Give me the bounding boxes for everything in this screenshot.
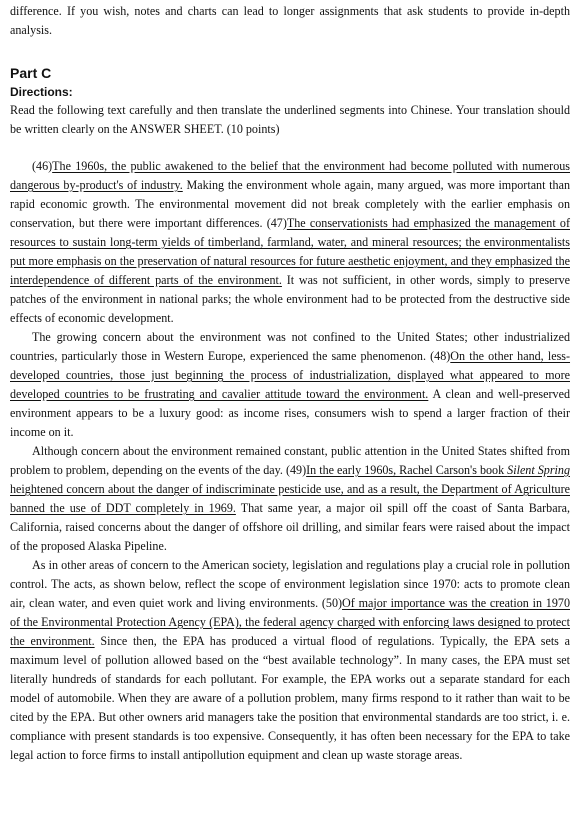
question-number-48: (48) [430, 349, 451, 363]
intro-paragraph: difference. If you wish, notes and charts can lead to longer assignments that ask students to provide in-depth analysis. [10, 4, 570, 37]
part-title: Part C [10, 65, 52, 81]
underlined-segment-49a: In the early 1960s, Rachel Carson's book [306, 463, 508, 477]
paragraph-1 [10, 157, 570, 328]
paragraph-4 [10, 556, 570, 765]
question-number-47: (47) [266, 216, 287, 230]
paragraph-1-text-b: It was not sufficient, in other words, simply to preserve patches of the environment in national parks; the whole environment had to be protected from the destructive side effects of economic development. [10, 273, 570, 325]
paragraph-2 [10, 328, 570, 442]
paragraph-4-text-a: As in other areas of concern to the American society, legislation and regulations play a crucial role in pollution control. The acts, as shown below, reflect the scope of environment legislation since 1970: acts to promote clean air, clean water, and even quiet work and living environments. [10, 558, 570, 610]
directions-label: Directions: [10, 85, 73, 99]
underlined-segment-48: On the other hand, less-developed countries, those just beginning the process of industrialization, displayed what appeared to more developed countries to be frustrating and cavalier attitude toward the environment. [10, 349, 571, 401]
paragraph-4-text-b: Since then, the EPA has produced a virtual flood of regulations. Typically, the EPA sets a maximum level of pollution allowed based on the “best available technology”. In many cases, the EPA must set literally hundreds of standards for each pollutant. For example, the EPA works out a separate standard for each model of automobile. When they are aware of a pollution problem, many firms respond to it rather than wait to be cited by the EPA. But other owners arid managers take the position that environmental standards are too strict, i. e. compliance with present standards is too expensive. Consequently, it has often been necessary for the EPA to take legal action to force firms to install antipollution equipment and clean up waste storage areas. [10, 634, 570, 762]
underlined-segment-47: The conservationists had emphasized the management of resources to sustain long-term yields of timberland, farmland, water, and mineral resources; the environmentalists put more emphasis on the preservation of natural resources for future aesthetic enjoyment, and they emphasized the interdependence of different parts of the environment. [10, 216, 570, 287]
question-number-50: (50) [321, 596, 343, 610]
underlined-segment-46: The 1960s, the public awakened to the belief that the environment had become polluted with numerous dangerous by-product's of industry. [10, 159, 570, 192]
paragraph-3-text-a: Although concern about the environment remained constant, public attention in the United States shifted from problem to problem, depending on the events of the day. [10, 444, 570, 477]
underlined-segment-49b: heightened concern about the danger of indiscriminate pesticide use, and as a result, the Department of Agriculture banned the use of DDT completely in 1969. [10, 482, 570, 515]
paragraph-1-text-a: Making the environment whole again, many argued, was more important than rapid economic growth. The environmental movement did not break completely with the earlier emphasis on conservation, but there were important differences. [10, 178, 571, 230]
question-number-49: (49) [285, 463, 307, 477]
paragraph-2-text-b: A clean and well-preserved environment appears to be a luxury good: as income rises, consumers wish to spend a larger fraction of their income on it. [10, 387, 570, 439]
paragraph-2-text-a: The growing concern about the environment was not confined to the United States; other industrialized countries, particularly those in Western Europe, experienced the same phenomenon. [10, 330, 570, 363]
directions-text: Read the following text carefully and then translate the underlined segments into Chinese. Your translation should be written clearly on the ANSWER SHEET. (10 points) [10, 103, 570, 136]
paragraph-3-text-b: That same year, a major oil spill off the coast of Santa Barbara, California, raised concerns about the danger of offshore oil drilling, and similar fears were raised about the impact of the proposed Alaska Pipeline. [10, 501, 570, 553]
underlined-segment-50: Of major importance was the creation in 1970 of the Environmental Protection Agency (EPA), the federal agency charged with enforcing laws designed to protect the environment. [10, 596, 570, 648]
paragraph-3 [10, 442, 570, 556]
book-title-silent-spring: Silent Spring [507, 463, 570, 477]
question-number-46: (46) [32, 159, 53, 173]
